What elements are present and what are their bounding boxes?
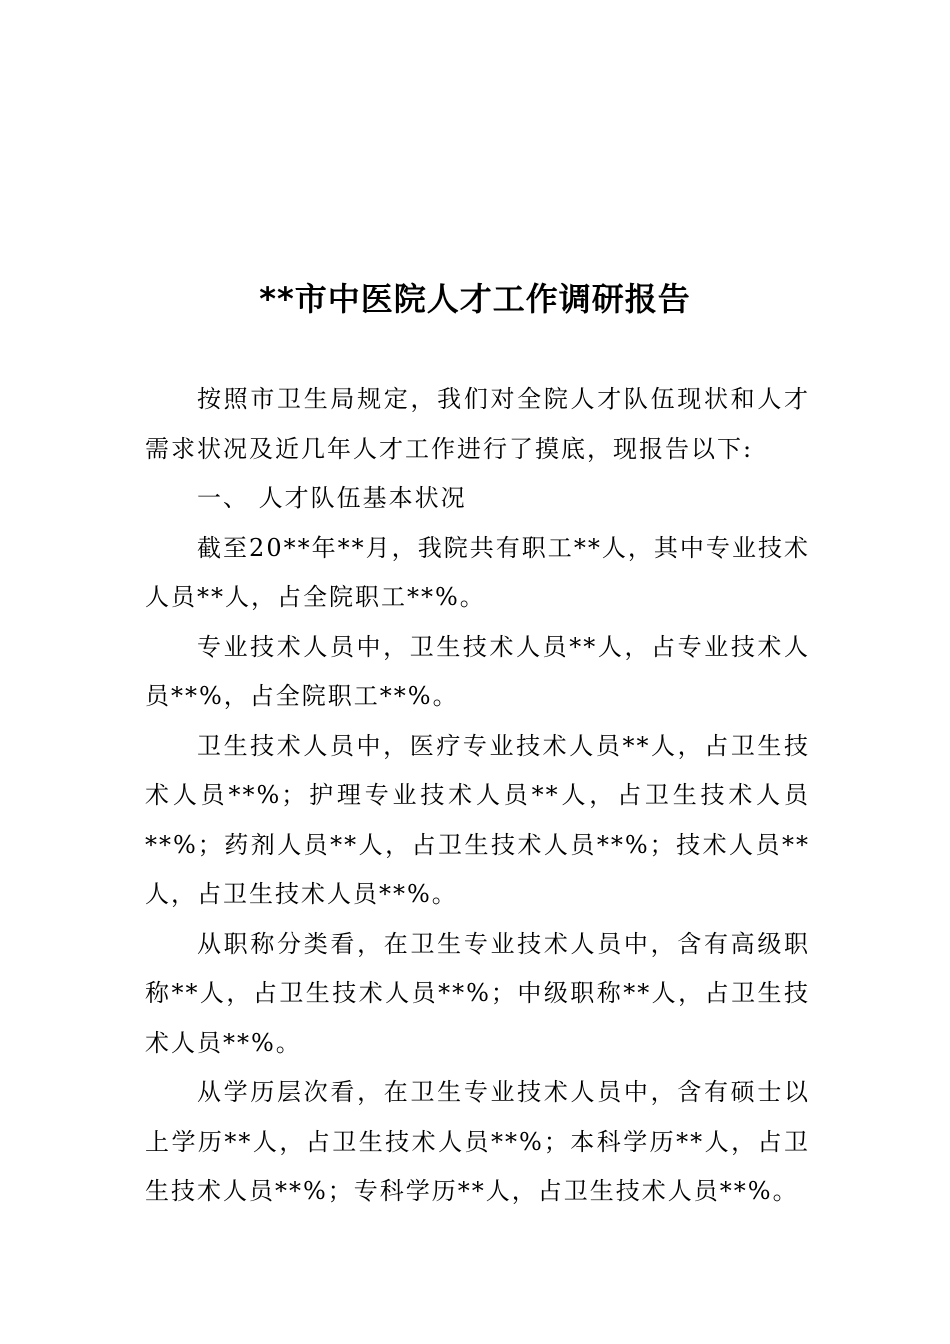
section-heading-talent-status: 一、 人才队伍基本状况 [197,484,467,512]
staff-total-paragraph: 截至20**年**月，我院共有职工**人，其中专业技术人员**人，占全院职工**%。 [145,533,810,611]
title-classification-paragraph: 从职称分类看，在卫生专业技术人员中，含有高级职称**人，占卫生技术人员**%；中级职称**人，占卫生技术人员**%。 [145,929,810,1057]
intro-paragraph: 按照市卫生局规定，我们对全院人才队伍现状和人才需求状况及近几年人才工作进行了摸底，现报告以下: [145,385,810,463]
document-body [145,375,810,1217]
professional-staff-paragraph: 专业技术人员中，卫生技术人员**人，占专业技术人员**%，占全院职工**%。 [145,632,810,710]
education-level-paragraph: 从学历层次看，在卫生专业技术人员中，含有硕士以上学历**人，占卫生技术人员**%；本科学历**人，占卫生技术人员**%；专科学历**人，占卫生技术人员**%。 [145,1078,810,1205]
health-staff-breakdown-paragraph: 卫生技术人员中，医疗专业技术人员**人，占卫生技术人员**%；护理专业技术人员**人，占卫生技术人员**%；药剂人员**人，占卫生技术人员**%；技术人员**人，占卫生技术人员**%。 [145,731,810,908]
document-title: **市中医院人才工作调研报告 [259,280,691,318]
